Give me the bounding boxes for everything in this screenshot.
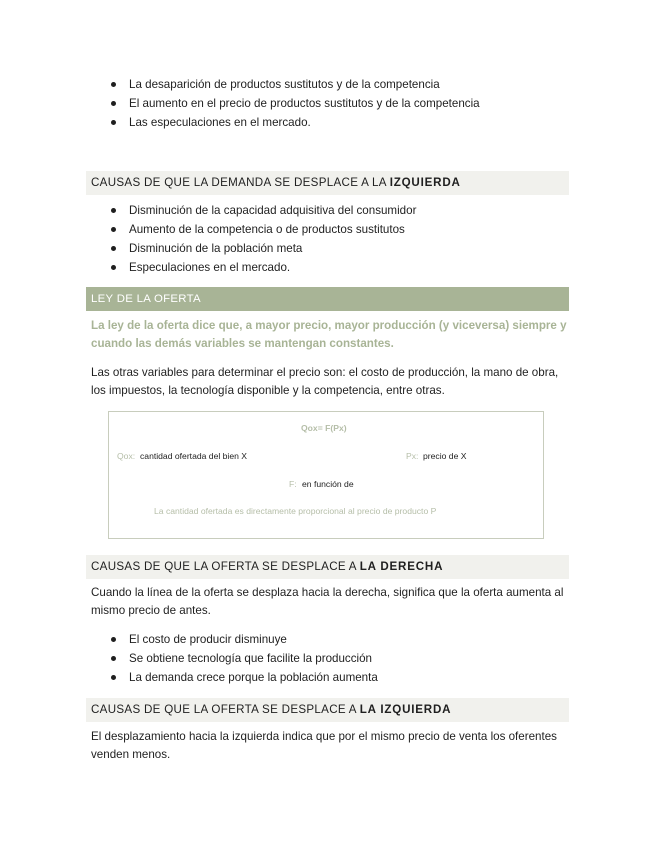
causes-list-top — [106, 75, 480, 132]
oferta-izquierda-paragraph: El desplazamiento hacia la izquierda indica que por el mismo precio de venta los oferentes venden menos. — [91, 730, 557, 761]
heading-emphasis: IZQUIERDA — [389, 176, 461, 189]
causes-list-oferta-derecha — [106, 630, 378, 687]
list-item: El costo de producir disminuye — [106, 630, 378, 649]
list-item: Especulaciones en el mercado. — [106, 258, 416, 277]
heading-emphasis: LA DERECHA — [359, 560, 444, 573]
list-item: La desaparición de productos sustitutos y de la competencia — [106, 75, 480, 94]
list-item: Disminución de la población meta — [106, 239, 416, 258]
list-item: El aumento en el precio de productos sustitutos y de la competencia — [106, 94, 480, 113]
list-item: Aumento de la competencia o de productos sustitutos — [106, 220, 416, 239]
f-label: F: — [289, 479, 297, 489]
list-item: Las especulaciones en el mercado. — [106, 113, 480, 132]
px-label: Px: — [406, 451, 419, 461]
ley-oferta-definition: La ley de la oferta dice que, a mayor precio, mayor producción (y viceversa) siempre y cuando las demás variables se mantengan constantes. — [91, 319, 567, 350]
list-item: La demanda crece porque la población aumenta — [106, 668, 378, 687]
heading-ley-oferta: LEY DE LA OFERTA — [86, 287, 569, 311]
formula-box — [108, 411, 544, 539]
list-item: Se obtiene tecnología que facilite la producción — [106, 649, 378, 668]
heading-prefix: CAUSAS DE QUE LA OFERTA SE DESPLACE A — [91, 560, 360, 573]
heading-emphasis: LA IZQUIERDA — [359, 703, 452, 716]
px-description: precio de X — [423, 451, 467, 461]
list-item: Disminución de la capacidad adquisitiva del consumidor — [106, 201, 416, 220]
otras-variables-paragraph: Las otras variables para determinar el precio son: el costo de producción, la mano de obra, los impuestos, la tecnología disponible y la competencia, entre otras. — [91, 366, 559, 397]
heading-prefix: CAUSAS DE QUE LA OFERTA SE DESPLACE A — [91, 703, 360, 716]
heading-oferta-derecha — [86, 555, 569, 579]
formula-equation: Qox= F(Px) — [301, 423, 347, 433]
heading-prefix: CAUSAS DE QUE LA DEMANDA SE DESPLACE A LA — [91, 176, 390, 189]
causes-list-demanda-izquierda — [106, 201, 416, 277]
f-description: en función de — [302, 479, 354, 489]
oferta-derecha-paragraph: Cuando la línea de la oferta se desplaza hacia la derecha, significa que la oferta aumenta al mismo precio de antes. — [91, 586, 564, 617]
qox-label: Qox: — [117, 451, 136, 461]
formula-note: La cantidad ofertada es directamente proporcional al precio de producto P — [154, 506, 437, 516]
heading-oferta-izquierda — [86, 698, 569, 722]
qox-description: cantidad ofertada del bien X — [140, 451, 248, 461]
heading-demanda-izquierda — [86, 171, 569, 195]
